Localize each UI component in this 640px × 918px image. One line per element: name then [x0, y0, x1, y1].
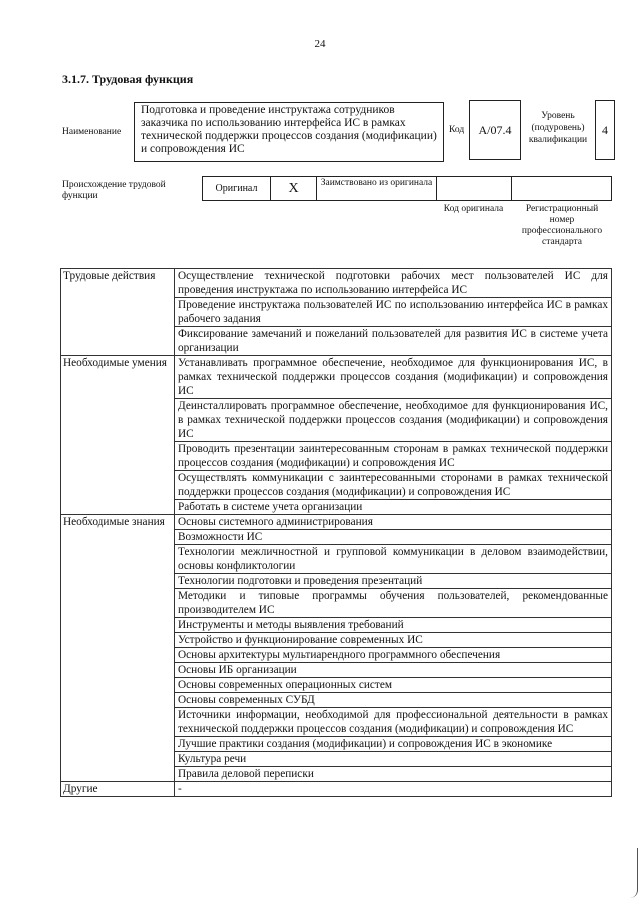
origin-reg-cell: [512, 177, 611, 200]
category-cell: Необходимые умения: [61, 356, 175, 515]
item-cell: Основы системного администрирования: [175, 515, 612, 530]
item-cell: Технологии межличностной и групповой коммуникации в деловом взаимодействии, основы конфликтологии: [175, 545, 612, 574]
origin-row: [202, 176, 612, 201]
category-cell: Необходимые знания: [61, 515, 175, 782]
borrowed-label: Заимствовано из оригинала: [317, 177, 437, 200]
category-cell: Другие: [61, 782, 175, 797]
category-cell: Трудовые действия: [61, 269, 175, 356]
code-caption: Код оригинала: [443, 204, 504, 214]
item-cell: Основы современных СУБД: [175, 693, 612, 708]
item-cell: Работать в системе учета организации: [175, 500, 612, 515]
section-title: 3.1.7. Трудовая функция: [62, 72, 194, 86]
code-value: A/07.4: [469, 100, 521, 160]
name-value: Подготовка и проведение инструктажа сотрудников заказчика по использованию интерфейса ИС в рамках технической поддержки процессов создания (модификации) и сопровождения ИС: [134, 102, 444, 162]
item-cell: Осуществление технической подготовки рабочих мест пользователей ИС для проведения инструктажа по использованию интерфейса ИС: [175, 269, 612, 298]
table-row: [61, 269, 612, 298]
reg-caption: Регистрационный номер профессионального стандарта: [521, 204, 603, 247]
item-cell: Возможности ИС: [175, 530, 612, 545]
item-cell: -: [175, 782, 612, 797]
item-cell: Основы ИБ организации: [175, 663, 612, 678]
item-cell: Основы архитектуры мультиарендного программного обеспечения: [175, 648, 612, 663]
table-row: [61, 356, 612, 399]
page-number: 24: [314, 38, 326, 50]
item-cell: Устанавливать программное обеспечение, необходимое для функционирования ИС, в рамках технической поддержки процессов создания (модификации) и сопровождения ИС: [175, 356, 612, 399]
item-cell: Основы современных операционных систем: [175, 678, 612, 693]
item-cell: Проводить презентации заинтересованным сторонам в рамках технической поддержки процессов создания (модификации) и сопровождения ИС: [175, 442, 612, 471]
item-cell: Источники информации, необходимой для профессиональной деятельности в рамках технической поддержки процессов создания (модификации) и сопровождения ИС: [175, 708, 612, 737]
code-label: Код: [449, 125, 465, 135]
item-cell: Деинсталлировать программное обеспечение, необходимое для функционирования ИС, в рамках технической поддержки процессов создания (модификации) и сопровождения ИС: [175, 399, 612, 442]
name-label: Наименование: [62, 127, 122, 137]
item-cell: Лучшие практики создания (модификации) и сопровождения ИС в экономике: [175, 737, 612, 752]
item-cell: Фиксирование замечаний и пожеланий пользователей для развития ИС в системе учета организации: [175, 327, 612, 356]
origin-code-cell: [437, 177, 512, 200]
item-cell: Осуществлять коммуникации с заинтересованными сторонами в рамках технической поддержки процессов создания (модификации) и сопровождения ИС: [175, 471, 612, 500]
level-value: 4: [595, 100, 615, 160]
item-cell: Методики и типовые программы обучения пользователей, рекомендованные производителем ИС: [175, 589, 612, 618]
competency-table: [60, 268, 612, 797]
item-cell: Культура речи: [175, 752, 612, 767]
item-cell: Инструменты и методы выявления требований: [175, 618, 612, 633]
original-label: Оригинал: [203, 177, 271, 200]
page-edge-mark: [629, 848, 638, 898]
level-label: Уровень (подуровень) квалификации: [528, 111, 588, 145]
origin-label: Происхождение трудовой функции: [62, 180, 166, 201]
original-mark: X: [271, 177, 317, 200]
table-row: [61, 515, 612, 530]
item-cell: Устройство и функционирование современных ИС: [175, 633, 612, 648]
item-cell: Проведение инструктажа пользователей ИС по использованию интерфейса ИС в рамках рабочего задания: [175, 298, 612, 327]
item-cell: Правила деловой переписки: [175, 767, 612, 782]
table-row: [61, 782, 612, 797]
item-cell: Технологии подготовки и проведения презентаций: [175, 574, 612, 589]
